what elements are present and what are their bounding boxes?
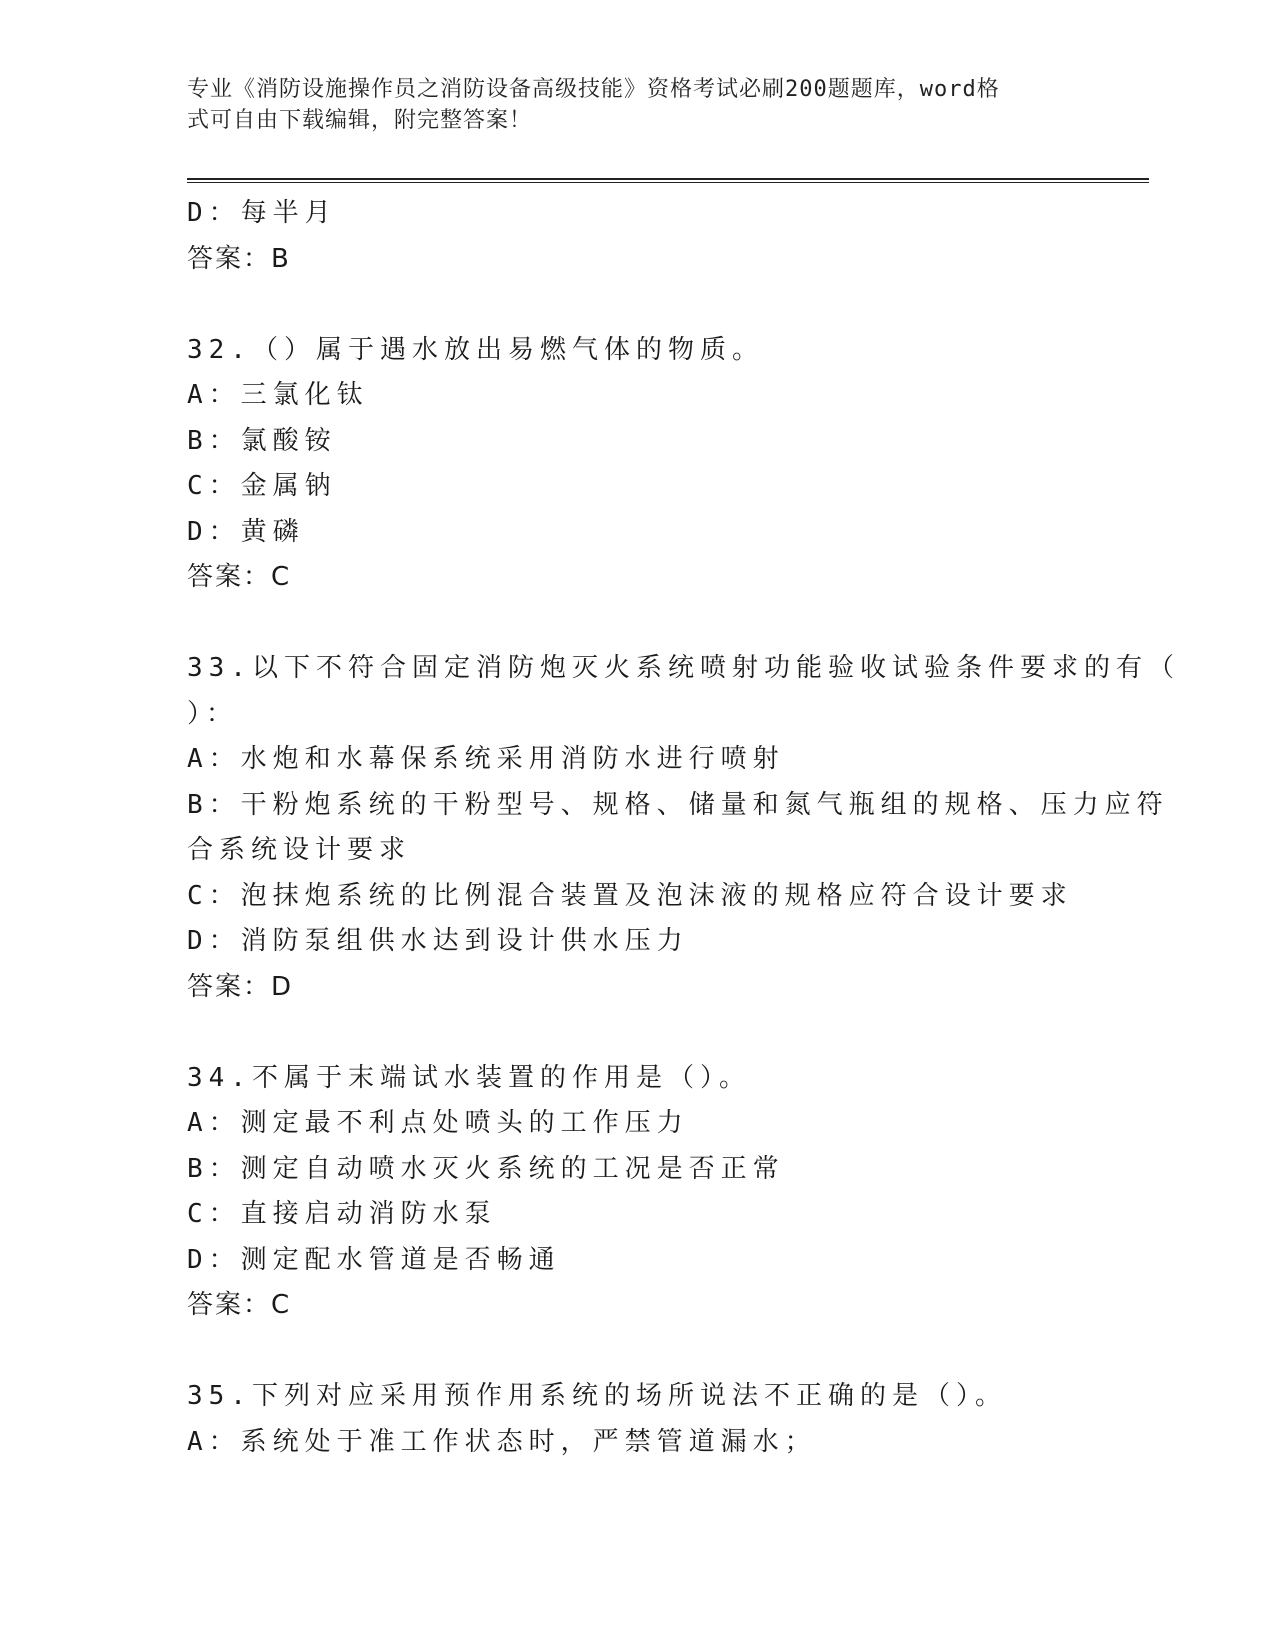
question-stem: 34.不属于末端试水装置的作用是（）。 bbox=[187, 1062, 751, 1093]
question-list bbox=[187, 191, 1180, 1465]
answer: 答案：C bbox=[187, 562, 292, 592]
spacer bbox=[187, 282, 1087, 328]
option-b: B：测定自动喷水灭火系统的工况是否正常 bbox=[187, 1153, 785, 1184]
question-stem: 35.下列对应采用预作用系统的场所说法不正确的是（）。 bbox=[187, 1381, 1007, 1411]
answer: 答案：D bbox=[187, 971, 294, 1002]
prev-option-d: D：每半月 bbox=[187, 198, 337, 228]
option-b: B：干粉炮系统的干粉型号、规格、储量和氮气瓶组的规格、压力应符 bbox=[187, 789, 1169, 820]
option-c: C：直接启动消防水泵 bbox=[187, 1199, 497, 1229]
question-35 bbox=[187, 1374, 1087, 1465]
option-a: A：水炮和水幕保系统采用消防水进行喷射 bbox=[187, 744, 785, 774]
answer: 答案：C bbox=[187, 1290, 292, 1320]
option-c: C：金属钠 bbox=[187, 471, 337, 501]
option-b-cont: 合系统设计要求 bbox=[187, 835, 412, 865]
question-34 bbox=[187, 1056, 1087, 1329]
option-a: A：三氯化钛 bbox=[187, 380, 369, 410]
option-d: D：消防泵组供水达到设计供水压力 bbox=[187, 926, 689, 956]
question-33 bbox=[187, 646, 1180, 1010]
spacer bbox=[187, 601, 1087, 647]
question-stem: 32.（）属于遇水放出易燃气体的物质。 bbox=[187, 334, 764, 365]
question-stem-cont: ）： bbox=[187, 698, 239, 729]
header-divider bbox=[187, 178, 1149, 180]
prev-answer: 答案：B bbox=[187, 243, 291, 274]
spacer bbox=[187, 1329, 1087, 1375]
document-header bbox=[187, 74, 1067, 136]
question-stem: 33.以下不符合固定消防炮灭火系统喷射功能验收试验条件要求的有（ bbox=[187, 653, 1180, 683]
spacer bbox=[187, 1010, 1087, 1056]
header-divider-thin bbox=[187, 182, 1149, 183]
option-d: D：黄磷 bbox=[187, 516, 305, 547]
option-a: A：系统处于准工作状态时，严禁管道漏水； bbox=[187, 1426, 817, 1457]
header-line-2: 式可自由下载编辑，附完整答案！ bbox=[187, 108, 533, 133]
question-32 bbox=[187, 328, 1087, 601]
option-a: A：测定最不利点处喷头的工作压力 bbox=[187, 1108, 689, 1138]
option-c: C：泡抹炮系统的比例混合装置及泡沫液的规格应符合设计要求 bbox=[187, 880, 1073, 911]
header-line-1: 专业《消防设施操作员之消防设备高级技能》资格考试必刷200题题库，word格 bbox=[187, 77, 1000, 102]
option-d: D：测定配水管道是否畅通 bbox=[187, 1244, 561, 1275]
option-b: B：氯酸铵 bbox=[187, 425, 337, 456]
